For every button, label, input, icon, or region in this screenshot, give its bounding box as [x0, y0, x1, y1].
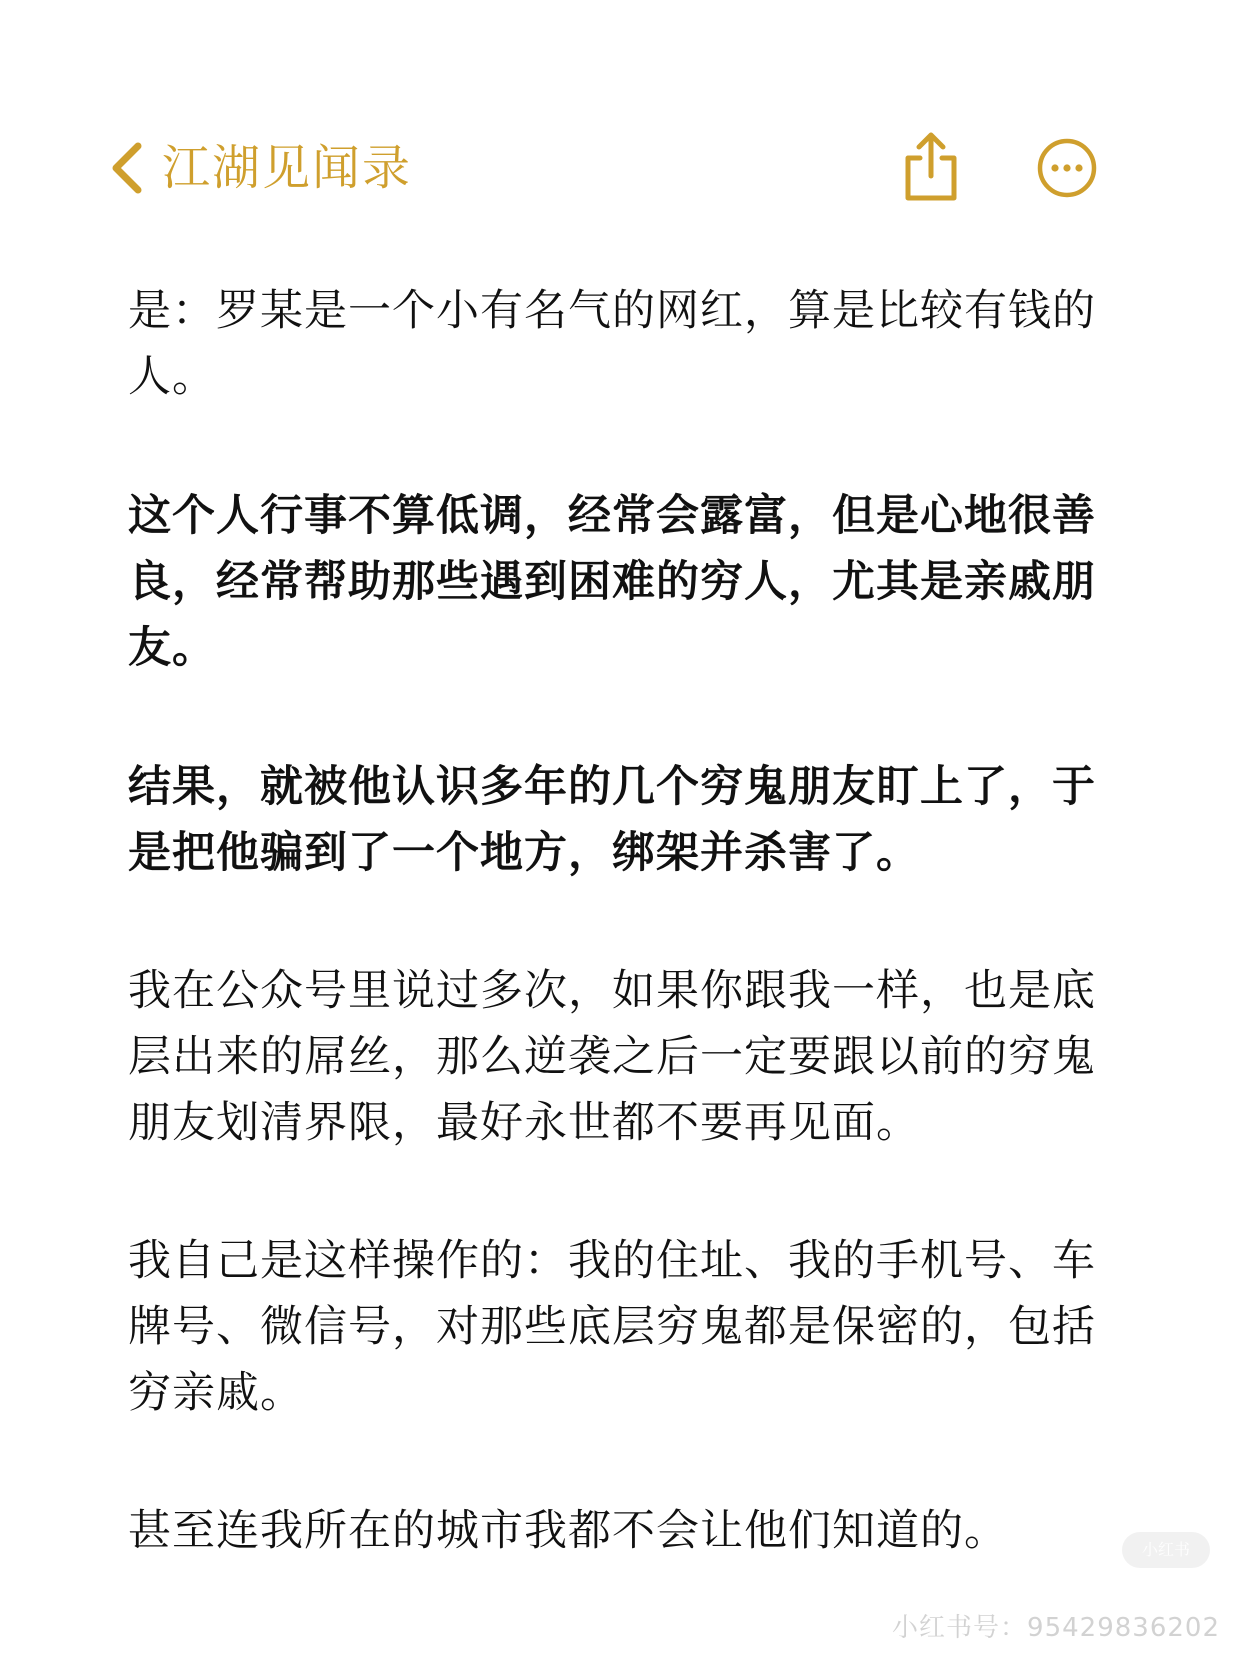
watermark-logo: 小红书	[1122, 1532, 1210, 1568]
chevron-left-icon	[110, 142, 144, 194]
note-paragraph-1: 是：罗某是一个小有名气的网红，算是比较有钱的人。	[128, 286, 1096, 402]
note-paragraph-6: 甚至连我所在的城市我都不会让他们知道的。	[128, 1506, 1008, 1556]
note-paragraph-2: 这个人行事不算低调，经常会露富，但是心地很善良，经常帮助那些遇到困难的穷人，尤其是亲戚朋友。	[128, 491, 1096, 673]
watermark-id: 小红书号：95429836202	[892, 1613, 1220, 1643]
note-paragraph-5: 我自己是这样操作的：我的住址、我的手机号、车牌号、微信号，对那些底层穷鬼都是保密的，包括穷亲戚。	[128, 1236, 1096, 1418]
back-button[interactable]	[110, 128, 412, 208]
note-paragraph-4: 我在公众号里说过多次，如果你跟我一样，也是底层出来的屌丝，那么逆袭之后一定要跟以前的穷鬼朋友划清界限，最好永世都不要再见面。	[128, 966, 1096, 1148]
share-icon[interactable]	[900, 130, 962, 202]
more-icon[interactable]	[1036, 137, 1098, 199]
note-paragraph-3: 结果，就被他认识多年的几个穷鬼朋友盯上了，于是把他骗到了一个地方，绑架并杀害了。	[128, 762, 1096, 878]
note-navbar	[0, 0, 1242, 240]
back-label: 江湖见闻录	[162, 140, 413, 196]
